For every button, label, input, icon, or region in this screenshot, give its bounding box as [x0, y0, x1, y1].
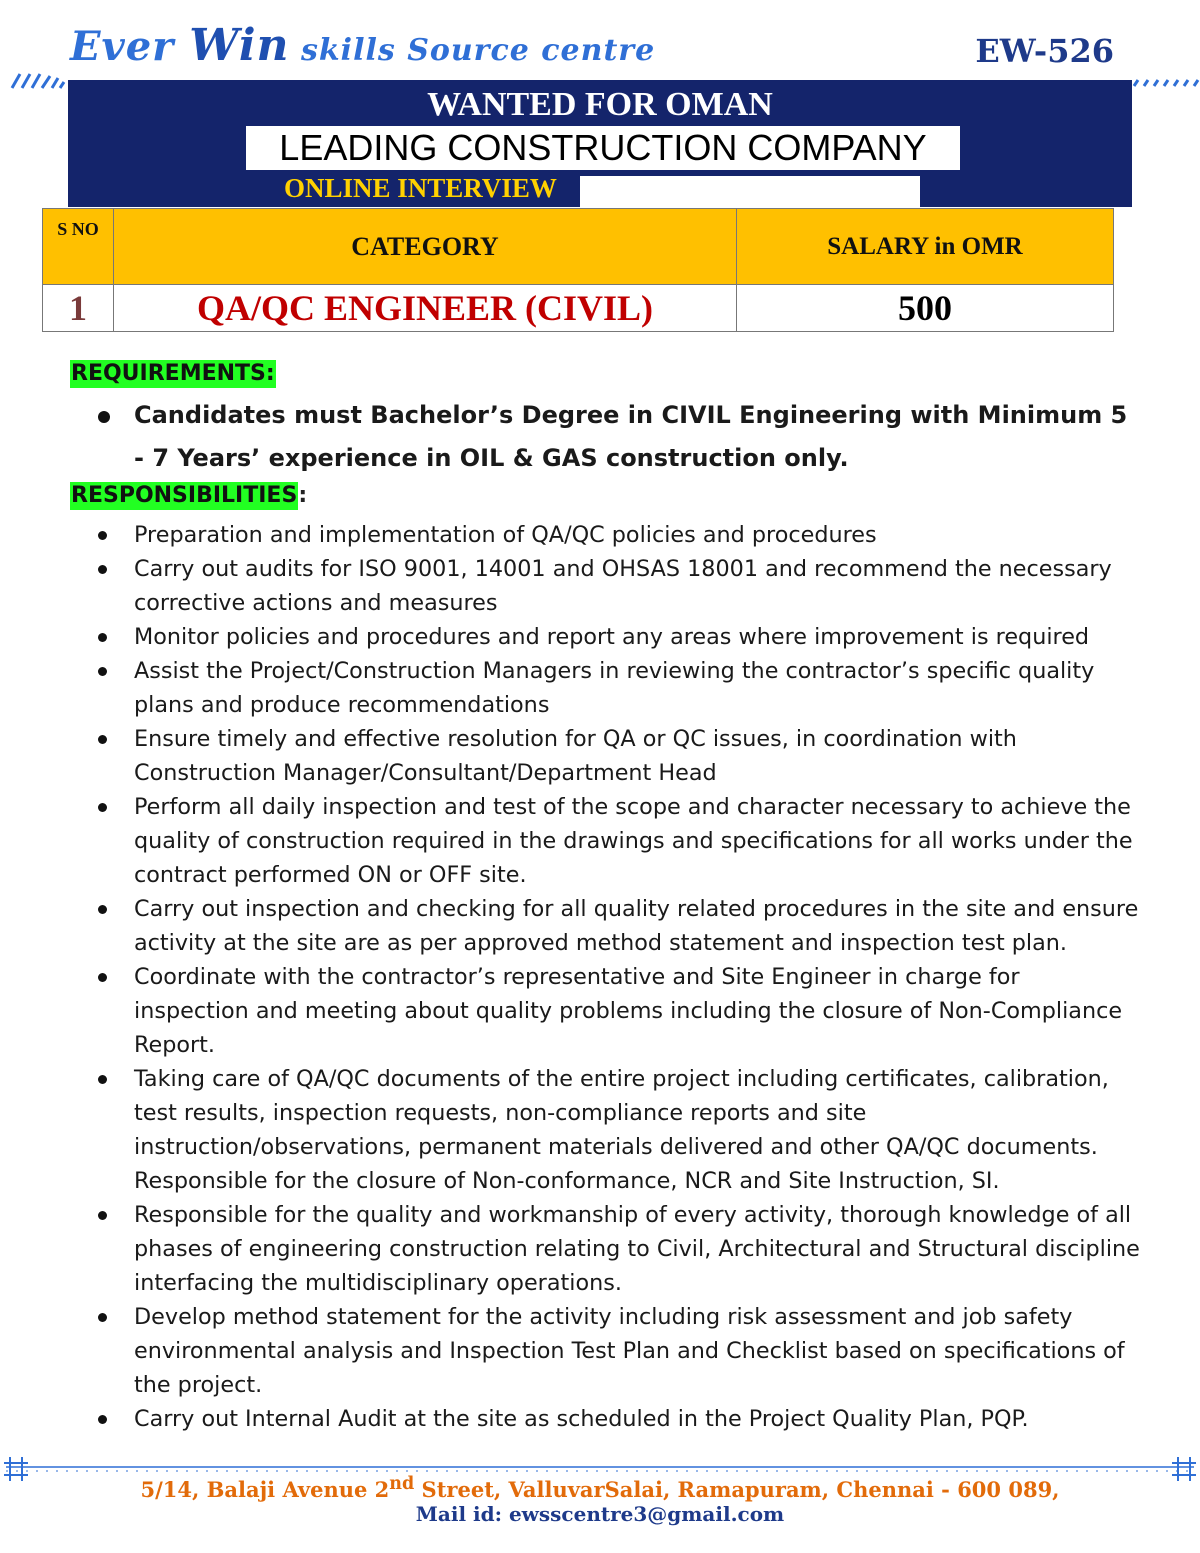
- address-sup: nd: [389, 1474, 415, 1494]
- list-item: [96, 394, 1136, 480]
- bullet-icon: [98, 735, 107, 744]
- header-salary: SALARY in OMR: [737, 209, 1114, 285]
- bullet-icon: [98, 565, 107, 574]
- list-item: [96, 1198, 1141, 1300]
- responsibility-text: Carry out Internal Audit at the site as scheduled in the Project Quality Plan, PQP.: [134, 1406, 1029, 1432]
- bullet-icon: [98, 411, 110, 423]
- responsibility-text: Responsible for the quality and workmanship of every activity, thorough knowledge of all phases of engineering construction relating to Civil, Architectural and Structural discipline interfacing the multidisciplinary operations.: [134, 1202, 1140, 1296]
- bullet-icon: [98, 667, 107, 676]
- bullet-icon: [98, 1415, 107, 1424]
- list-item: [96, 654, 1141, 722]
- requirement-text: Candidates must Bachelor’s Degree in CIVIL Engineering with Minimum 5 - 7 Years’ experience in OIL & GAS construction only.: [134, 401, 1128, 472]
- responsibility-text: Ensure timely and effective resolution for QA or QC issues, in coordination with Construction Manager/Consultant/Department Head: [134, 726, 1017, 786]
- responsibility-text: Carry out inspection and checking for all quality related procedures in the site and ensure activity at the site are as per approved method statement and inspection test plan.: [134, 896, 1139, 956]
- company-heading: LEADING CONSTRUCTION COMPANY: [246, 126, 960, 170]
- table-header-row: [43, 209, 1114, 285]
- responsibility-text: Assist the Project/Construction Managers in reviewing the contractor’s specific quality plans and produce recommendations: [134, 658, 1095, 718]
- brand-title: [70, 20, 655, 71]
- address-part2: Street, ValluvarSalai, Ramapuram, Chennai - 600 089,: [414, 1477, 1060, 1502]
- responsibilities-colon: :: [298, 483, 308, 508]
- responsibility-text: Taking care of QA/QC documents of the entire project including certificates, calibration, test results, inspection requests, non-compliance reports and site instruction/observations, permanent materials delivered and other QA/QC documents. Responsible for the closure of Non-conformance, NCR and Site Instruction, SI.: [134, 1066, 1109, 1194]
- brand-part-centre: skills Source centre: [289, 33, 656, 68]
- bullet-icon: [98, 1075, 107, 1084]
- title-banner: [68, 80, 1132, 207]
- requirements-heading: REQUIREMENTS:: [71, 361, 275, 386]
- brand-part-win: Win: [189, 20, 290, 71]
- list-item: [96, 722, 1141, 790]
- responsibility-text: Preparation and implementation of QA/QC policies and procedures: [134, 522, 877, 548]
- responsibilities-heading: RESPONSIBILITIES: [71, 483, 298, 508]
- cell-salary: 500: [737, 285, 1114, 332]
- cell-category: QA/QC ENGINEER (CIVIL): [114, 285, 737, 332]
- decor-stripes-left-icon: [8, 70, 68, 90]
- list-item: [96, 1062, 1141, 1198]
- list-item: [96, 790, 1141, 892]
- wanted-heading: WANTED FOR OMAN: [427, 86, 773, 123]
- bullet-icon: [98, 633, 107, 642]
- cell-sno: 1: [43, 285, 114, 332]
- responsibility-text: Carry out audits for ISO 9001, 14001 and OHSAS 18001 and recommend the necessary corrective actions and measures: [134, 556, 1112, 616]
- responsibility-text: Monitor policies and procedures and report any areas where improvement is required: [134, 624, 1090, 650]
- decor-stripes-right-icon: [1130, 70, 1200, 90]
- list-item: [96, 518, 1141, 552]
- interview-type: ONLINE INTERVIEW: [284, 173, 557, 203]
- bullet-icon: [98, 1211, 107, 1220]
- footer-address: [0, 1474, 1200, 1502]
- banner-white-block: [580, 176, 920, 207]
- bullet-icon: [98, 905, 107, 914]
- job-table: [42, 208, 1114, 332]
- responsibility-text: Perform all daily inspection and test of the scope and character necessary to achieve the quality of construction required in the drawings and specifications for all works under the contract performed ON or OFF site.: [134, 794, 1133, 888]
- job-code: EW-526: [975, 32, 1114, 70]
- header-sno: S NO: [43, 209, 114, 285]
- requirements-list: [96, 394, 1136, 480]
- bullet-icon: [98, 973, 107, 982]
- brand-part-ever: Ever: [70, 23, 190, 70]
- list-item: [96, 552, 1141, 620]
- address-part1: 5/14, Balaji Avenue 2: [140, 1477, 390, 1502]
- list-item: [96, 620, 1141, 654]
- responsibility-text: Develop method statement for the activity including risk assessment and job safety environmental analysis and Inspection Test Plan and Checklist based on specifications of the project.: [134, 1304, 1125, 1398]
- responsibilities-heading-wrap: [70, 482, 307, 510]
- list-item: [96, 1402, 1141, 1436]
- list-item: [96, 960, 1141, 1062]
- responsibility-text: Coordinate with the contractor’s representative and Site Engineer in charge for inspection and meeting about quality problems including the closure of Non-Compliance Report.: [134, 964, 1123, 1058]
- footer-mail: Mail id: ewsscentre3@gmail.com: [415, 1502, 785, 1526]
- responsibilities-list: [96, 518, 1141, 1436]
- list-item: [96, 1300, 1141, 1402]
- bullet-icon: [98, 531, 107, 540]
- table-row: [43, 285, 1114, 332]
- bullet-icon: [98, 803, 107, 812]
- bullet-icon: [98, 1313, 107, 1322]
- header-category: CATEGORY: [114, 209, 737, 285]
- list-item: [96, 892, 1141, 960]
